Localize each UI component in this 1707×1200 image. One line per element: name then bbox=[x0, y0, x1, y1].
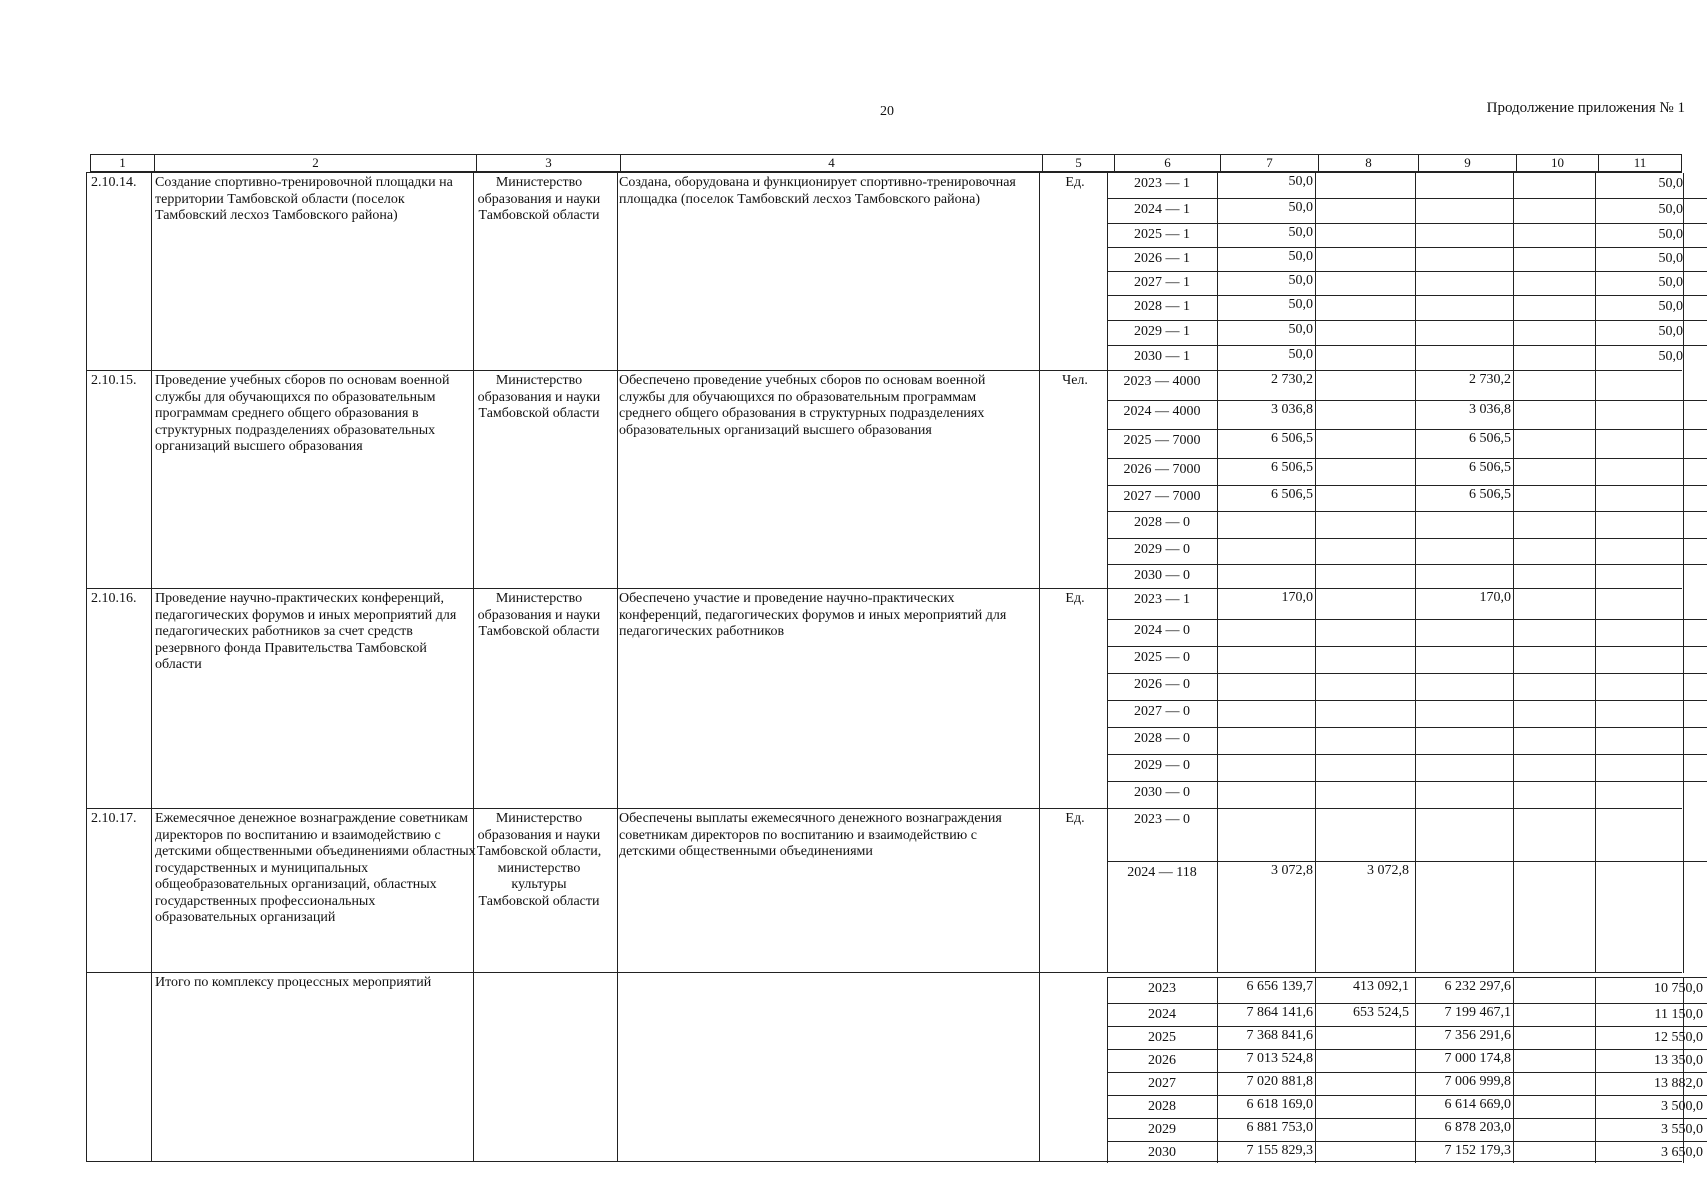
total-year-row: 2023 6 656 139,7 413 092,1 6 232 297,6 10 750,0 bbox=[1107, 977, 1707, 1003]
column-number: 4 bbox=[620, 154, 1042, 172]
year-row: 2030 — 0 bbox=[1107, 781, 1707, 809]
table-row-2-10-16 bbox=[86, 588, 1682, 808]
year-row: 2030 — 0 bbox=[1107, 564, 1707, 589]
total-year-row: 2024 7 864 141,6 653 524,5 7 199 467,1 11 150,0 bbox=[1107, 1003, 1707, 1026]
unit: Ед. bbox=[1065, 811, 1085, 826]
page-number: 20 bbox=[880, 104, 894, 119]
unit: Чел. bbox=[1062, 373, 1088, 388]
row-code: 2.10.16. bbox=[91, 591, 137, 606]
table-row-2-10-15 bbox=[86, 370, 1682, 588]
table-row-2-10-17 bbox=[86, 808, 1682, 972]
column-number: 7 bbox=[1220, 154, 1318, 172]
year-row: 2028 — 0 bbox=[1107, 727, 1707, 754]
year-row: 2024 — 0 bbox=[1107, 619, 1707, 646]
unit: Ед. bbox=[1065, 591, 1085, 606]
column-number: 3 bbox=[476, 154, 620, 172]
measure-name: Проведение научно-практических конференций, педагогических форумов и иных мероприятий для педагогических работников за счет средств резервного фонда Правительства Тамбовской области bbox=[155, 591, 457, 672]
year-row: 2026 — 0 bbox=[1107, 673, 1707, 700]
executor: Министерство образования и науки Тамбовской области bbox=[477, 591, 601, 639]
year-row: 2025 — 0 bbox=[1107, 646, 1707, 673]
year-row: 2023 — 0 bbox=[1134, 812, 1190, 827]
year-row: 2030 — 1 50,0 50,0 bbox=[1107, 345, 1707, 371]
year-row: 2025 — 1 50,0 50,0 bbox=[1107, 223, 1707, 247]
year-values bbox=[1107, 589, 1707, 809]
column-number: 10 bbox=[1516, 154, 1598, 172]
column-number: 9 bbox=[1418, 154, 1516, 172]
year-row: 2024 — 1 50,0 50,0 bbox=[1107, 198, 1707, 223]
measure-name: Проведение учебных сборов по основам военной службы для обучающихся по образовательным программам среднего общего образования в структурных подразделениях образовательных организаций высшего образования bbox=[155, 373, 450, 454]
column-number: 2 bbox=[154, 154, 476, 172]
expected-result: Обеспечено участие и проведение научно-практических конференций, педагогических форумов и иных мероприятий для педагогических работников bbox=[619, 591, 1007, 639]
year-values bbox=[1107, 371, 1707, 589]
year-row: 2029 — 1 50,0 50,0 bbox=[1107, 320, 1707, 345]
column-number-header bbox=[90, 154, 1682, 172]
continuation-label: Продолжение приложения № 1 bbox=[1486, 100, 1685, 116]
year-values bbox=[1107, 809, 1707, 973]
year-row: 2023 — 1 170,0 170,0 bbox=[1134, 590, 1511, 607]
table-row-2-10-14 bbox=[86, 172, 1682, 370]
total-label: Итого по комплексу процессных мероприятий bbox=[155, 975, 432, 990]
year-row: 2023 — 4000 2 730,2 2 730,2 bbox=[1123, 372, 1511, 389]
year-row: 2029 — 0 bbox=[1107, 754, 1707, 781]
column-number: 11 bbox=[1598, 154, 1682, 172]
year-row: 2028 — 0 bbox=[1107, 511, 1707, 538]
year-row: 2026 — 7000 6 506,5 6 506,5 bbox=[1107, 458, 1707, 485]
year-row: 2024 — 4000 3 036,8 3 036,8 bbox=[1107, 400, 1707, 429]
year-values bbox=[1107, 173, 1707, 371]
table-row-total bbox=[86, 972, 1703, 1162]
unit: Ед. bbox=[1065, 175, 1085, 190]
executor: Министерство образования и науки Тамбовской области, министерство культуры Тамбовской области bbox=[476, 811, 602, 909]
total-year-row: 2029 6 881 753,0 6 878 203,0 3 550,0 bbox=[1107, 1118, 1707, 1141]
year-row: 2027 — 0 bbox=[1107, 700, 1707, 727]
year-row: 2029 — 0 bbox=[1107, 538, 1707, 564]
year-row: 2026 — 1 50,0 50,0 bbox=[1107, 247, 1707, 271]
measure-name: Создание спортивно-тренировочной площадки на территории Тамбовской области (поселок Тамбовский лесхоз Тамбовского района) bbox=[155, 175, 453, 223]
total-year-row: 2026 7 013 524,8 7 000 174,8 13 350,0 bbox=[1107, 1049, 1707, 1072]
total-year-row: 2030 7 155 829,3 7 152 179,3 3 650,0 bbox=[1107, 1141, 1707, 1163]
total-year-row: 2028 6 618 169,0 6 614 669,0 3 500,0 bbox=[1107, 1095, 1707, 1118]
year-row: 2028 — 1 50,0 50,0 bbox=[1107, 295, 1707, 320]
year-row: 2025 — 7000 6 506,5 6 506,5 bbox=[1107, 429, 1707, 458]
total-year-values bbox=[1107, 977, 1707, 1163]
column-number: 6 bbox=[1114, 154, 1220, 172]
expected-result: Создана, оборудована и функционирует спортивно-тренировочная площадка (поселок Тамбовский лесхоз Тамбовского района) bbox=[619, 175, 1016, 207]
measure-name: Ежемесячное денежное вознаграждение советникам директоров по воспитанию и взаимодействию с детскими общественными объединениями областных государственных и муниципальных общеобразовательных организаций, областных государственных профессиональных образовательных организаций bbox=[155, 811, 476, 925]
column-number: 1 bbox=[90, 154, 154, 172]
expected-result: Обеспечены выплаты ежемесячного денежного вознаграждения советникам директоров по воспитанию и взаимодействию с детскими общественными объединениями bbox=[619, 811, 1002, 859]
column-number: 5 bbox=[1042, 154, 1114, 172]
total-year-row: 2025 7 368 841,6 7 356 291,6 12 550,0 bbox=[1107, 1026, 1707, 1049]
executor: Министерство образования и науки Тамбовской области bbox=[477, 175, 601, 223]
row-code: 2.10.17. bbox=[91, 811, 137, 826]
year-row: 2027 — 1 50,0 50,0 bbox=[1107, 271, 1707, 295]
row-code: 2.10.15. bbox=[91, 373, 137, 388]
executor: Министерство образования и науки Тамбовской области bbox=[477, 373, 601, 421]
expected-result: Обеспечено проведение учебных сборов по основам военной службы для обучающихся по образовательным программам среднего общего образования в структурных подразделениях образовательных организаций высшего образования bbox=[619, 373, 986, 438]
total-year-row: 2027 7 020 881,8 7 006 999,8 13 882,0 bbox=[1107, 1072, 1707, 1095]
row-code: 2.10.14. bbox=[91, 175, 137, 190]
year-row: 2024 — 118 3 072,8 3 072,8 bbox=[1107, 861, 1707, 973]
year-row: 2027 — 7000 6 506,5 6 506,5 bbox=[1107, 485, 1707, 511]
column-number: 8 bbox=[1318, 154, 1418, 172]
year-row: 2023 — 1 50,0 50,0 bbox=[1134, 174, 1683, 191]
